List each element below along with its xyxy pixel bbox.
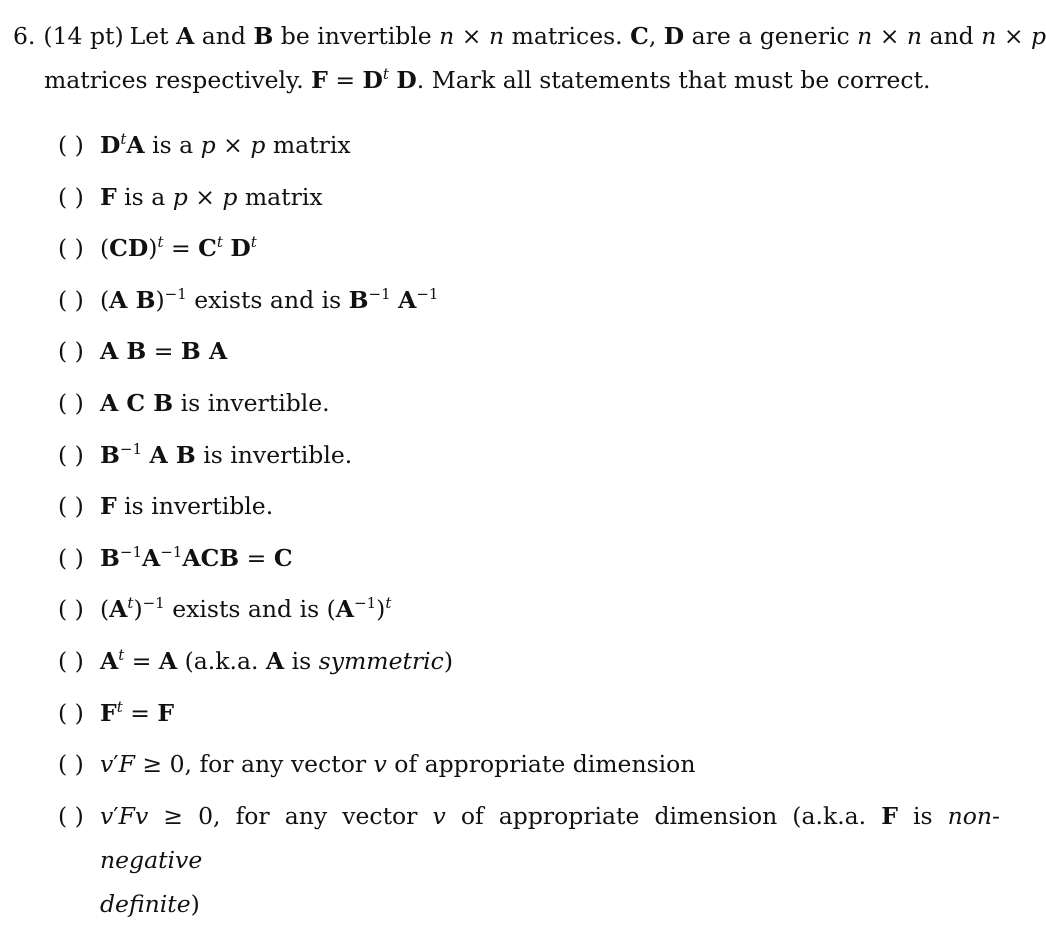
option-12 [58,691,1018,743]
option-1-checkbox[interactable]: ( ) [58,131,84,159]
option-6-statement: A C B is invertible. [100,388,330,417]
option-2-statement: F is a p × p matrix [100,182,323,211]
option-5 [58,329,1018,381]
option-14-line-1: v′Fv ≥ 0, for any vector v of appropriate dimension (a.k.a. F is non-negative [100,801,1000,874]
option-11-checkbox[interactable]: ( ) [58,646,84,675]
matrix-symbol: B [253,22,274,50]
option-12-checkbox[interactable]: ( ) [58,698,84,727]
question-line-1: 6. (14 pt) Let A and B be invertible n × n matrices. C, D are a generic n × n and n × p [13,22,1046,50]
option-4-statement: (A B)$^{-1}$ exists and is $B^{-1}$ $A^{-1}$ [100,284,439,314]
option-1 [58,123,1018,175]
question-line-2: matrices respectively. $F = D^t$ D. Mark all statements that must be correct. [44,65,931,94]
option-13 [58,742,1018,794]
option-1-statement: $D^tA$ is a p × p matrix [100,130,351,159]
option-6-checkbox[interactable]: ( ) [58,388,84,417]
option-7-checkbox[interactable]: ( ) [58,440,84,469]
matrix-symbol: F [311,66,328,94]
matrix-symbol: C [630,22,649,50]
option-9-statement: $B^{-1}A^{-1}ACB = C$ [100,542,293,572]
option-11-statement: $A^t = A$ (a.k.a. A is symmetric) [100,645,454,675]
question-number: 6. [13,22,36,50]
option-4-checkbox[interactable]: ( ) [58,285,84,314]
option-7-statement: $B^{-1}$ A B is invertible. [100,439,353,469]
option-2 [58,175,1018,227]
option-3-checkbox[interactable]: ( ) [58,234,84,263]
option-2-checkbox[interactable]: ( ) [58,182,84,211]
option-5-checkbox[interactable]: ( ) [58,337,84,366]
question [13,14,1046,102]
option-14 [58,794,1018,926]
option-3-statement: $(CD)^t = C^t$ $D^t$ [100,233,257,263]
option-3 [58,226,1018,278]
option-5-statement: A B = B A [100,337,228,366]
option-9-checkbox[interactable]: ( ) [58,543,84,572]
option-6 [58,381,1018,433]
matrix-symbol: D [362,66,383,94]
matrix-symbol: D [396,66,417,94]
matrix-symbol: A [176,22,195,50]
option-14-checkbox[interactable]: ( ) [58,801,84,830]
option-11 [58,639,1018,691]
option-8 [58,484,1018,536]
option-4 [58,278,1018,330]
option-13-checkbox[interactable]: ( ) [58,750,84,779]
matrix-symbol: D [663,22,685,50]
option-7 [58,433,1018,485]
option-10-checkbox[interactable]: ( ) [58,595,84,624]
option-8-checkbox[interactable]: ( ) [58,492,84,521]
option-9 [58,536,1018,588]
option-14-line-2: definite) [100,889,200,918]
option-8-statement: F is invertible. [100,492,274,521]
option-14-statement [100,794,1000,926]
option-10-statement: $(A^t)^{-1}$ exists and is $(A^{-1})^t$ [100,594,392,624]
option-13-statement: v′F ≥ 0, for any vector v of appropriate dimension [100,750,696,779]
option-list [58,123,1018,926]
option-10 [58,587,1018,639]
option-12-statement: $F^t = F$ [100,697,175,727]
question-points: (14 pt) [43,22,124,50]
